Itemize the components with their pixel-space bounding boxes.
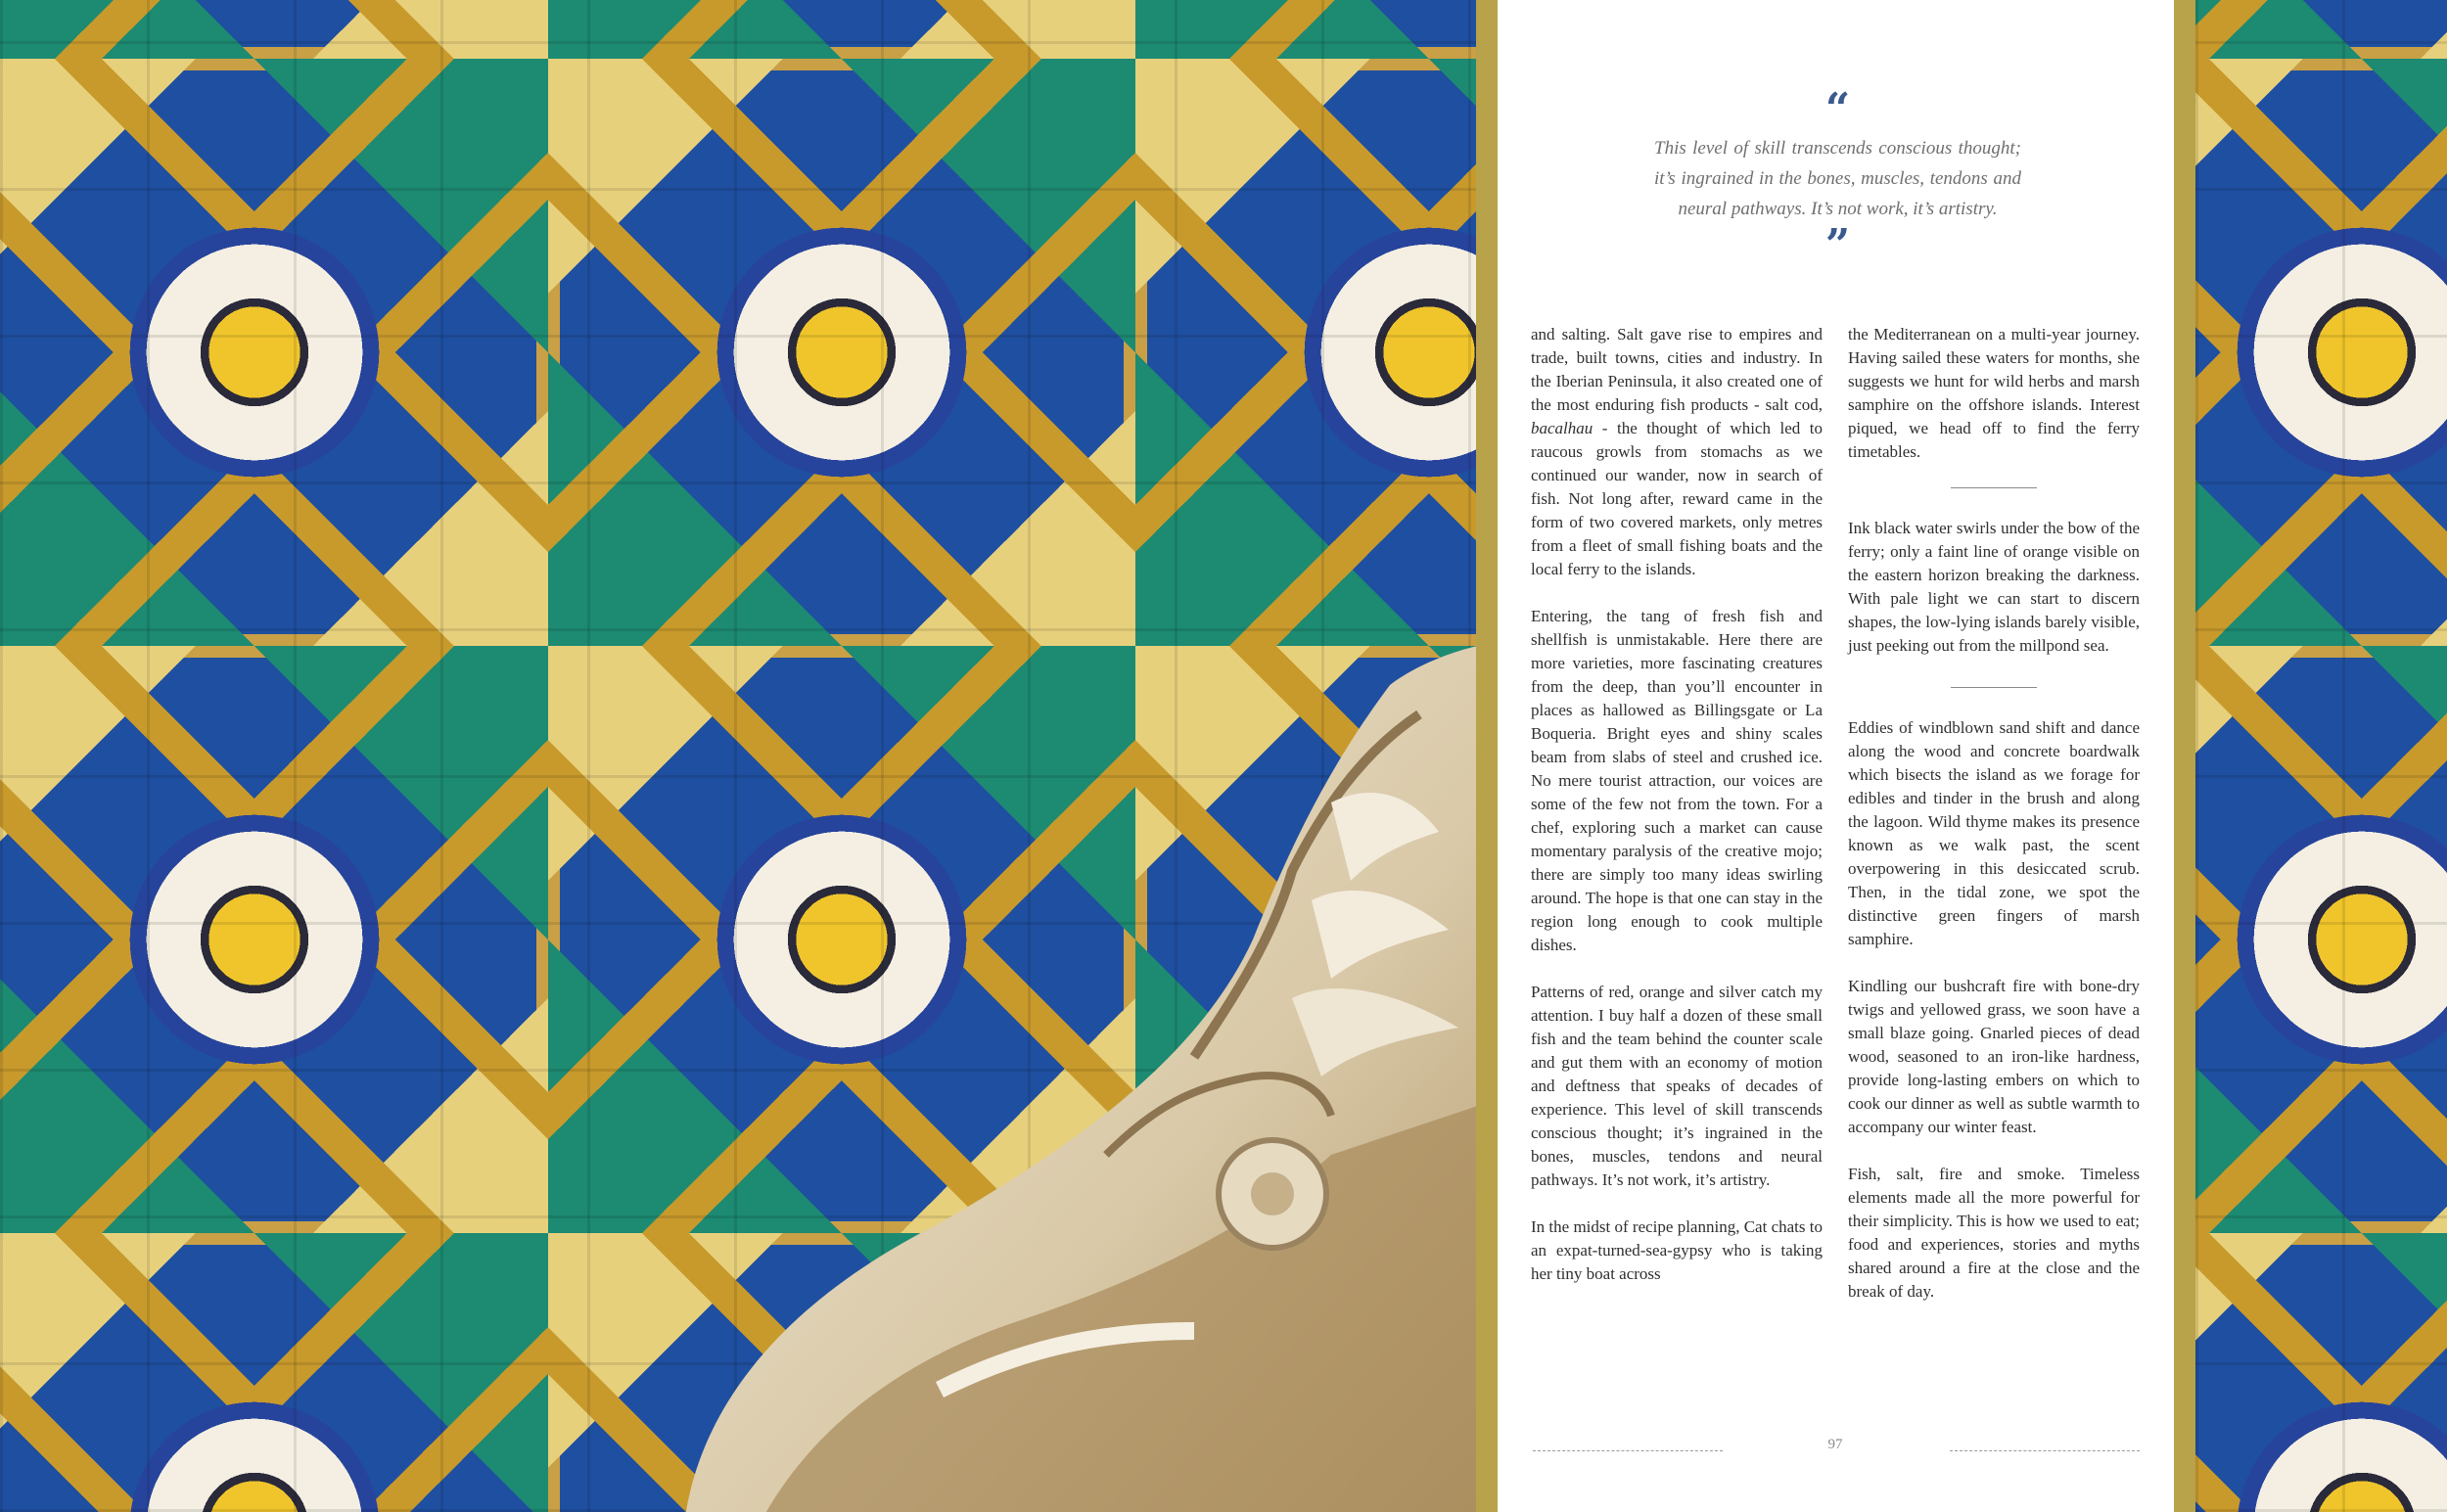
- paragraph: Patterns of red, orange and silver catch my attention. I buy half a dozen of these small fish and the team behind the counter scale and gut them with an economy of motion and deftness that speaks of decades of experience. This level of skill transcends conscious thought; it’s ingrained in the bones, muscles, tendons and neural pathways. It’s not work, it’s artistry.: [1531, 983, 1823, 1189]
- footer-dashed-rule-right: [1950, 1450, 2140, 1451]
- tile-grout-lines: [2195, 0, 2447, 1512]
- azulejo-tile-photo-right: [2195, 0, 2447, 1512]
- footer-dashed-rule-left: [1533, 1450, 1723, 1451]
- article-page: [1498, 0, 2174, 1512]
- paragraph-text: - the thought of which led to raucous growls from stomachs as we continued our wander, now in search of fish. Not long after, reward came in the form of two covered markets, only metres from a fleet of small fishing boats and the local ferry to the islands.: [1531, 419, 1823, 578]
- pull-quote-text: This level of skill transcends conscious thought; it’s ingrained in the bones, muscles, tendons and neural pathways. It’s not work, it’s artistry.: [1654, 138, 2021, 219]
- paragraph: Entering, the tang of fresh fish and shellfish is unmistakable. Here there are more varieties, more fascinating creatures from the deep, than you’ll encounter in places as hallowed as Billingsgate or La Boqueria. Bright eyes and shiny scales beam from slabs of steel and crushed ice. No mere tourist attraction, our voices are some of the few not from the town. For a chef, exploring such a market can cause momentary paralysis of the creative mojo; there are simply too many ideas swirling around. The hope is that one can stay in the region long enough to cook multiple dishes.: [1531, 607, 1823, 954]
- close-quote-mark: ”: [1824, 220, 1851, 270]
- paragraph: Eddies of windblown sand shift and dance along the wood and concrete boardwalk which bisects the island as we forage for edibles and tinder in the brush and along the lagoon. Wild thyme makes its presence known as we walk past, the scent overpowering in this desiccated scrub. Then, in the tidal zone, we spot the distinctive green fingers of marsh samphire.: [1848, 718, 2140, 948]
- stone-ornament-carving: [646, 646, 1476, 1512]
- paragraph: Fish, salt, fire and smoke. Timeless elements made all the more powerful for their simplicity. This is how we used to eat; food and experiences, stories and myths shared around a fire at the close and the break of day.: [1848, 1165, 2140, 1301]
- body-column-right: [1848, 323, 2140, 1327]
- paragraph: Ink black water swirls under the bow of the ferry; only a faint line of orange visible on the eastern horizon breaking the darkness. With pale light we can start to discern shapes, the low-lying islands barely visible, just peeking out from the millpond sea.: [1848, 519, 2140, 655]
- pull-quote: [1654, 84, 2021, 270]
- page-number: 97: [1827, 1437, 1843, 1452]
- paragraph: the Mediterranean on a multi-year journey. Having sailed these waters for months, she suggests we hunt for wild herbs and marsh samphire on the offshore islands. Interest piqued, we head off to find the ferry timetables.: [1848, 325, 2140, 461]
- paragraph: Kindling our bushcraft fire with bone-dry twigs and yellowed grass, we soon have a small blaze going. Gnarled pieces of dead wood, seasoned to an iron-like hardness, provide long-lasting embers on which to cook our dinner as well as subtle warmth to accompany our winter feast.: [1848, 977, 2140, 1136]
- body-column-left: [1531, 323, 1823, 1309]
- gold-frame-strip-right: [2174, 0, 2195, 1512]
- section-divider: [1951, 687, 2037, 688]
- section-divider: [1951, 487, 2037, 488]
- paragraph: [1531, 323, 1823, 581]
- paragraph: In the midst of recipe planning, Cat chats to an expat-turned-sea-gypsy who is taking her tiny boat across: [1531, 1217, 1823, 1283]
- paragraph-text: and salting. Salt gave rise to empires and trade, built towns, cities and industry. In the Iberian Peninsula, it also created one of the most enduring fish products - salt cod,: [1531, 325, 1823, 414]
- gold-frame-strip-left: [1476, 0, 1498, 1512]
- open-quote-mark: “: [1824, 84, 1851, 134]
- italic-term: bacalhau: [1531, 419, 1593, 437]
